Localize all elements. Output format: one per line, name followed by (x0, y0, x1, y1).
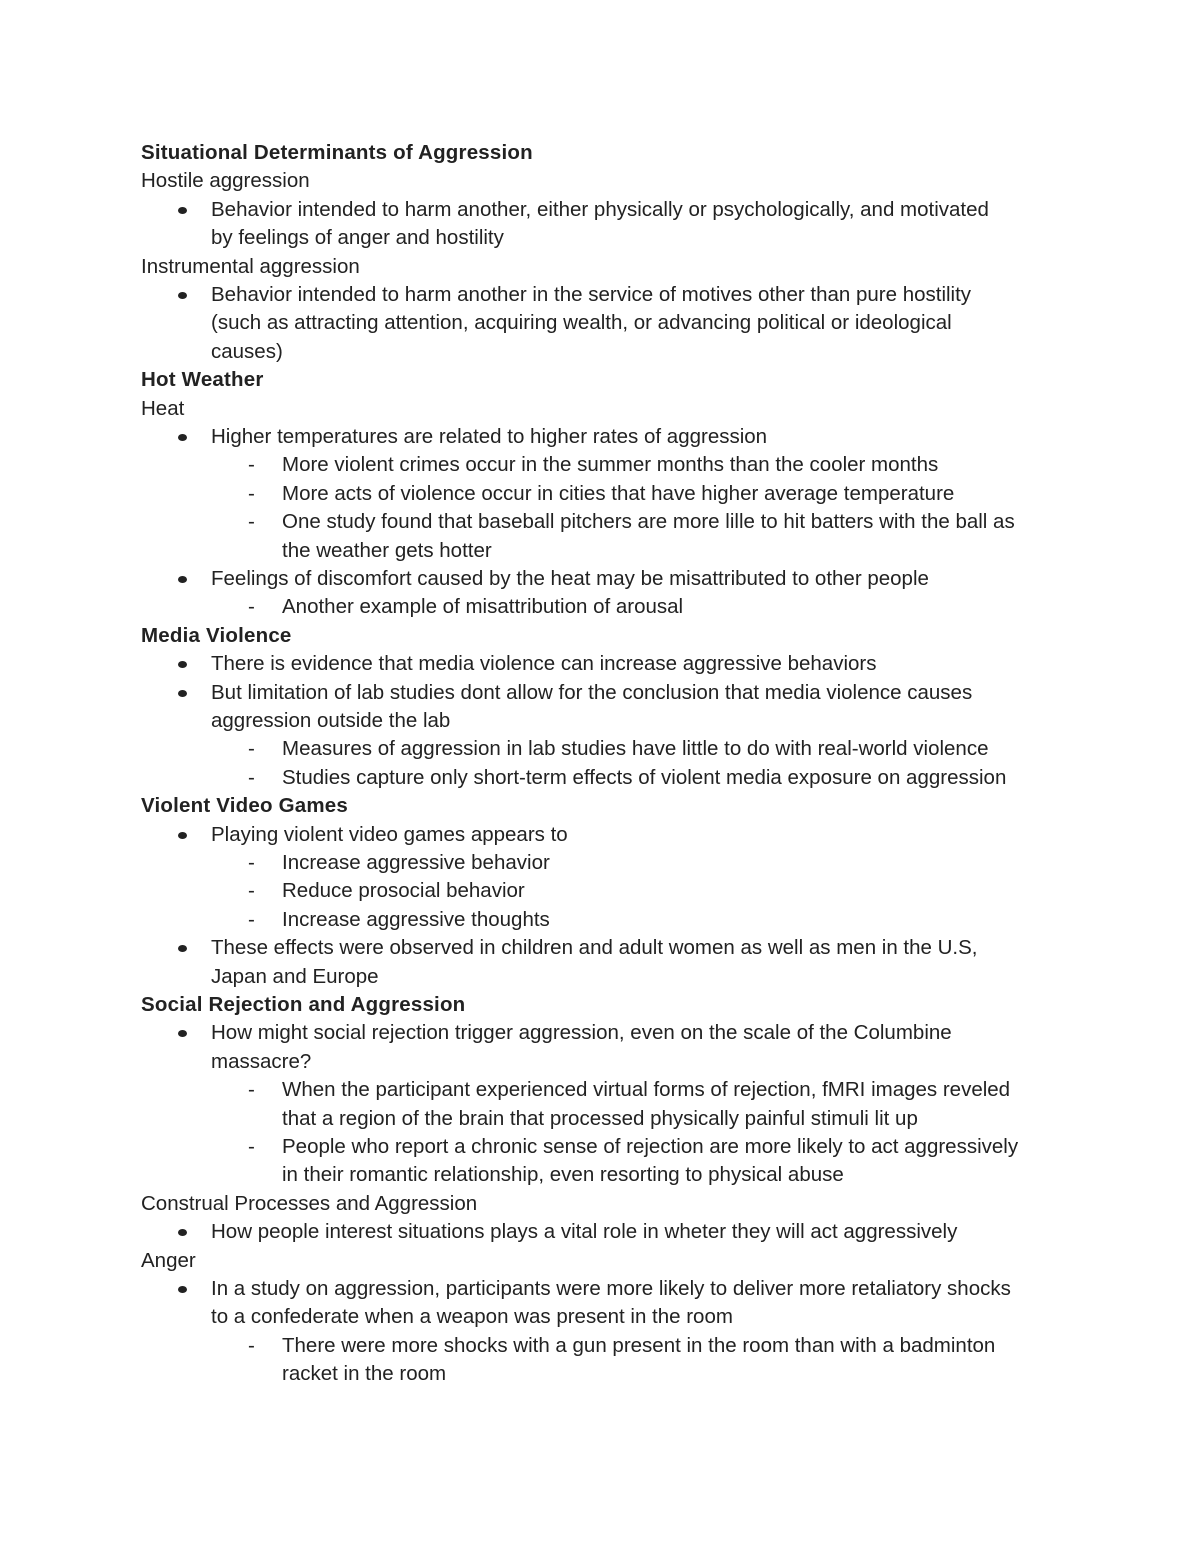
bullet-item-text: How people interest situations plays a vital role in wheter they will act aggressively (211, 1220, 958, 1244)
bullet-item-text: by feelings of anger and hostility (211, 226, 504, 250)
section-heading: Hot Weather (141, 368, 264, 392)
dash-item-text: Measures of aggression in lab studies have little to do with real-world violence (282, 737, 989, 761)
bullet-item-text: In a study on aggression, participants were more likely to deliver more retaliatory shocks (211, 1277, 1011, 1300)
dash-item-text: Reduce prosocial behavior (282, 879, 525, 903)
subheading-text: Construal Processes and Aggression (141, 1191, 478, 1215)
dash-icon: - (248, 1333, 255, 1357)
dash-icon: - (248, 879, 255, 903)
bullet-item-text: Feelings of discomfort caused by the heat may be misattributed to other people (211, 567, 929, 590)
bullet-item-text: massacre? (211, 1049, 312, 1073)
dash-icon: - (248, 595, 255, 619)
dash-item-text: Increase aggressive thoughts (282, 907, 550, 931)
section-heading: Situational Determinants of Aggression (141, 141, 533, 164)
bullet-item-text: How might social rejection trigger aggression, even on the scale of the Columbine (211, 1021, 952, 1045)
bullet-icon (178, 1030, 187, 1037)
subheading-text: Heat (141, 396, 185, 420)
bullet-item-text: (such as attracting attention, acquiring wealth, or advancing political or ideological (211, 311, 952, 335)
bullet-icon (178, 207, 187, 214)
dash-icon: - (248, 1078, 255, 1102)
bullet-item-text: Playing violent video games appears to (211, 822, 568, 846)
dash-icon: - (248, 851, 255, 874)
bullet-item-text: Behavior intended to harm another in the service of motives other than pure hostility (211, 283, 972, 306)
dash-item-text: When the participant experienced virtual forms of rejection, fMRI images reveled (282, 1078, 1011, 1102)
bullet-icon (178, 690, 187, 697)
subheading-text: Hostile aggression (141, 169, 310, 193)
dash-item-text: Increase aggressive behavior (282, 851, 550, 874)
dash-icon: - (248, 481, 255, 505)
dash-item-text: Another example of misattribution of arousal (282, 595, 684, 619)
dash-item-text: More acts of violence occur in cities that have higher average temperature (282, 481, 955, 505)
dash-icon: - (248, 907, 255, 931)
section-heading: Media Violence (141, 623, 292, 647)
dash-item-text: in their romantic relationship, even resorting to physical abuse (282, 1163, 844, 1187)
dash-icon: - (248, 453, 255, 477)
bullet-item-text: Behavior intended to harm another, either physically or psychologically, and motivated (211, 197, 989, 221)
bullet-item-text: causes) (211, 339, 283, 363)
bullet-item-text: Higher temperatures are related to higher rates of aggression (211, 425, 768, 448)
bullet-item-text: There is evidence that media violence can increase aggressive behaviors (211, 652, 877, 676)
dash-icon: - (248, 737, 255, 761)
dash-item-text: the weather gets hotter (282, 538, 492, 562)
bullet-item-text: These effects were observed in children and adult women as well as men in the U.S, (211, 936, 978, 960)
dash-icon: - (248, 510, 255, 534)
subheading-text: Anger (141, 1248, 196, 1272)
bullet-icon (178, 576, 187, 583)
dash-item-text: There were more shocks with a gun present in the room than with a badminton (282, 1333, 996, 1357)
dash-icon: - (248, 765, 255, 789)
bullet-item-text: to a confederate when a weapon was present in the room (211, 1305, 733, 1329)
bullet-icon (178, 292, 187, 299)
bullet-icon (178, 1286, 187, 1293)
dash-item-text: More violent crimes occur in the summer months than the cooler months (282, 453, 939, 477)
bullet-icon (178, 434, 187, 441)
dash-icon: - (248, 1135, 255, 1158)
bullet-item-text: aggression outside the lab (211, 709, 451, 732)
dash-item-text: Studies capture only short-term effects of violent media exposure on aggression (282, 765, 1007, 789)
section-heading: Violent Video Games (141, 794, 348, 818)
bullet-item-text: Japan and Europe (211, 964, 379, 988)
dash-item-text: People who report a chronic sense of rejection are more likely to act aggressively (282, 1135, 1019, 1158)
dash-item-text: racket in the room (282, 1362, 447, 1386)
bullet-icon (178, 945, 187, 952)
bullet-icon (178, 661, 187, 668)
dash-item-text: that a region of the brain that processed physically painful stimuli lit up (282, 1106, 918, 1130)
bullet-item-text: But limitation of lab studies dont allow for the conclusion that media violence causes (211, 680, 973, 704)
section-heading: Social Rejection and Aggression (141, 993, 466, 1016)
bullet-icon (178, 1229, 187, 1236)
bullet-icon (178, 832, 187, 839)
dash-item-text: One study found that baseball pitchers are more lille to hit batters with the ball as (282, 510, 1015, 534)
subheading-text: Instrumental aggression (141, 254, 360, 278)
